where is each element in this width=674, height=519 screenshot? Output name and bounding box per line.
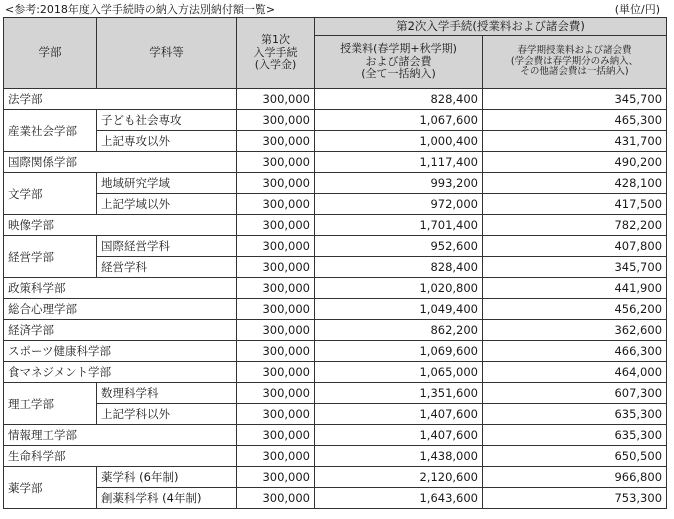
first-stage-fee: 300,000 [237,488,315,509]
lump-sum-fee: 993,200 [315,173,483,194]
semester-fee: 456,200 [483,299,667,320]
faculty-cell: 食マネジメント学部 [4,362,237,383]
header-lump-sum: 授業料(春学期+秋学期) および諸会費 (全て一括納入) [315,36,483,89]
semester-fee: 635,300 [483,404,667,425]
lump-sum-fee: 828,400 [315,89,483,110]
table-row [4,425,667,446]
first-stage-fee: 300,000 [237,110,315,131]
faculty-cell: 薬学部 [4,467,97,509]
header-department: 学科等 [97,18,237,89]
table-row [4,152,667,173]
table-row [4,341,667,362]
first-stage-fee: 300,000 [237,383,315,404]
table-row [4,467,667,488]
table-row [4,89,667,110]
lump-sum-fee: 1,438,000 [315,446,483,467]
lump-sum-fee: 1,049,400 [315,299,483,320]
lump-sum-fee: 1,067,600 [315,110,483,131]
faculty-cell: スポーツ健康科学部 [4,341,237,362]
table-row [4,320,667,341]
department-cell: 薬学科 (6年制) [97,467,237,488]
lump-sum-fee: 1,407,600 [315,425,483,446]
semester-fee: 431,700 [483,131,667,152]
semester-fee: 441,900 [483,278,667,299]
table-caption: <参考:2018年度入学手続時の納入方法別納付額一覧> [5,3,276,16]
lump-sum-fee: 1,020,800 [315,278,483,299]
lump-sum-fee: 862,200 [315,320,483,341]
lump-sum-fee: 1,000,400 [315,131,483,152]
semester-fee: 428,100 [483,173,667,194]
header-second-stage: 第2次入学手続(授業料および諸会費) [315,18,667,36]
table-row [4,488,667,509]
table-row [4,194,667,215]
first-stage-fee: 300,000 [237,89,315,110]
semester-fee: 345,700 [483,89,667,110]
lump-sum-fee: 2,120,600 [315,467,483,488]
faculty-cell: 法学部 [4,89,237,110]
faculty-cell: 理工学部 [4,383,97,425]
table-row [4,236,667,257]
semester-fee: 345,700 [483,257,667,278]
table-row [4,404,667,425]
semester-fee: 407,800 [483,236,667,257]
table-row [4,278,667,299]
header-first-stage: 第1次 入学手続 (入学金) [237,18,315,89]
semester-fee: 466,300 [483,341,667,362]
table-row [4,383,667,404]
semester-fee: 490,200 [483,152,667,173]
semester-fee: 362,600 [483,320,667,341]
department-cell: 創薬科学科 (4年制) [97,488,237,509]
first-stage-fee: 300,000 [237,194,315,215]
department-cell: 数理科学科 [97,383,237,404]
fee-table [3,17,667,509]
lump-sum-fee: 1,065,000 [315,362,483,383]
first-stage-fee: 300,000 [237,299,315,320]
department-cell: 上記学科以外 [97,404,237,425]
lump-sum-fee: 1,351,600 [315,383,483,404]
first-stage-fee: 300,000 [237,467,315,488]
first-stage-fee: 300,000 [237,173,315,194]
faculty-cell: 情報理工学部 [4,425,237,446]
faculty-cell: 国際関係学部 [4,152,237,173]
table-row [4,215,667,236]
lump-sum-fee: 1,701,400 [315,215,483,236]
table-row [4,446,667,467]
lump-sum-fee: 972,000 [315,194,483,215]
semester-fee: 417,500 [483,194,667,215]
faculty-cell: 生命科学部 [4,446,237,467]
first-stage-fee: 300,000 [237,131,315,152]
semester-fee: 966,800 [483,467,667,488]
department-cell: 国際経営学科 [97,236,237,257]
header-faculty: 学部 [4,18,97,89]
first-stage-fee: 300,000 [237,320,315,341]
faculty-cell: 総合心理学部 [4,299,237,320]
table-row [4,299,667,320]
faculty-cell: 政策科学部 [4,278,237,299]
lump-sum-fee: 1,407,600 [315,404,483,425]
unit-label: (単位/円) [614,3,660,16]
lump-sum-fee: 1,643,600 [315,488,483,509]
lump-sum-fee: 952,600 [315,236,483,257]
semester-fee: 782,200 [483,215,667,236]
department-cell: 地域研究学域 [97,173,237,194]
semester-fee: 465,300 [483,110,667,131]
semester-fee: 635,300 [483,425,667,446]
faculty-cell: 経営学部 [4,236,97,278]
lump-sum-fee: 1,117,400 [315,152,483,173]
first-stage-fee: 300,000 [237,446,315,467]
first-stage-fee: 300,000 [237,404,315,425]
first-stage-fee: 300,000 [237,341,315,362]
semester-fee: 607,300 [483,383,667,404]
header-semester: 春学期授業料および諸会費 (学会費は春学期分のみ納入、 その他諸会費は一括納入) [483,36,667,89]
faculty-cell: 文学部 [4,173,97,215]
first-stage-fee: 300,000 [237,152,315,173]
table-row [4,173,667,194]
first-stage-fee: 300,000 [237,425,315,446]
first-stage-fee: 300,000 [237,362,315,383]
table-row [4,131,667,152]
first-stage-fee: 300,000 [237,257,315,278]
faculty-cell: 産業社会学部 [4,110,97,152]
department-cell: 経営学科 [97,257,237,278]
table-row [4,257,667,278]
department-cell: 上記専攻以外 [97,131,237,152]
first-stage-fee: 300,000 [237,278,315,299]
first-stage-fee: 300,000 [237,215,315,236]
semester-fee: 753,300 [483,488,667,509]
lump-sum-fee: 1,069,600 [315,341,483,362]
table-row [4,110,667,131]
lump-sum-fee: 828,400 [315,257,483,278]
table-row [4,362,667,383]
semester-fee: 464,000 [483,362,667,383]
first-stage-fee: 300,000 [237,236,315,257]
faculty-cell: 映像学部 [4,215,237,236]
department-cell: 子ども社会専攻 [97,110,237,131]
faculty-cell: 経済学部 [4,320,237,341]
semester-fee: 650,500 [483,446,667,467]
department-cell: 上記学域以外 [97,194,237,215]
